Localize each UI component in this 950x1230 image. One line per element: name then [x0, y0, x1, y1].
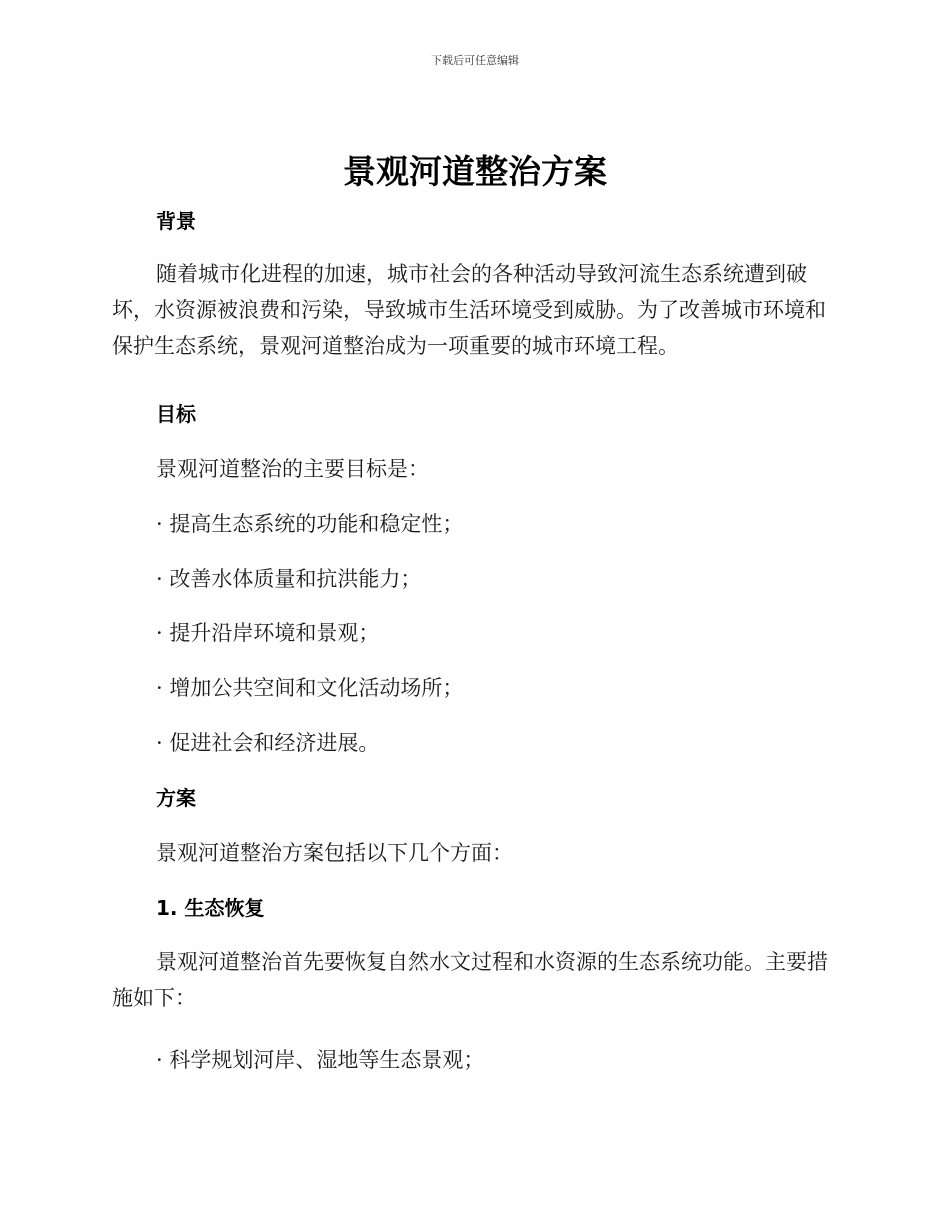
ecological-restoration-list-item: · 科学规划河岸、湿地等生态景观；: [156, 1048, 485, 1072]
goals-list-item: · 提高生态系统的功能和稳定性；: [156, 512, 464, 536]
goals-list-item: · 提升沿岸环境和景观；: [156, 621, 380, 645]
section-heading-goals: 目标: [156, 402, 196, 426]
goals-intro: 景观河道整治的主要目标是：: [156, 457, 429, 481]
background-paragraph: 随着城市化进程的加速，城市社会的各种活动导致河流生态系统遭到破坏，水资源被浪费和污染，导致城市生活环境受到威胁。为了改善城市环境和保护生态系统，景观河道整治成为一项重要的城市环境工程。: [112, 262, 826, 358]
section-heading-background: 背景: [156, 209, 196, 233]
section-heading-plan: 方案: [156, 786, 196, 810]
goals-list-item: · 促进社会和经济进展。: [156, 731, 380, 755]
plan-intro: 景观河道整治方案包括以下几个方面：: [156, 841, 513, 865]
ecological-restoration-paragraph: 景观河道整治首先要恢复自然水文过程和水资源的生态系统功能。主要措施如下：: [112, 950, 828, 1010]
page-header: 下载后可任意编辑: [431, 54, 519, 67]
subsection-heading-ecological-restoration: 1. 生态恢复: [156, 896, 265, 920]
document-title: 景观河道整治方案: [343, 152, 607, 191]
goals-list-item: · 改善水体质量和抗洪能力；: [156, 567, 422, 591]
goals-list-item: · 增加公共空间和文化活动场所；: [156, 676, 464, 700]
